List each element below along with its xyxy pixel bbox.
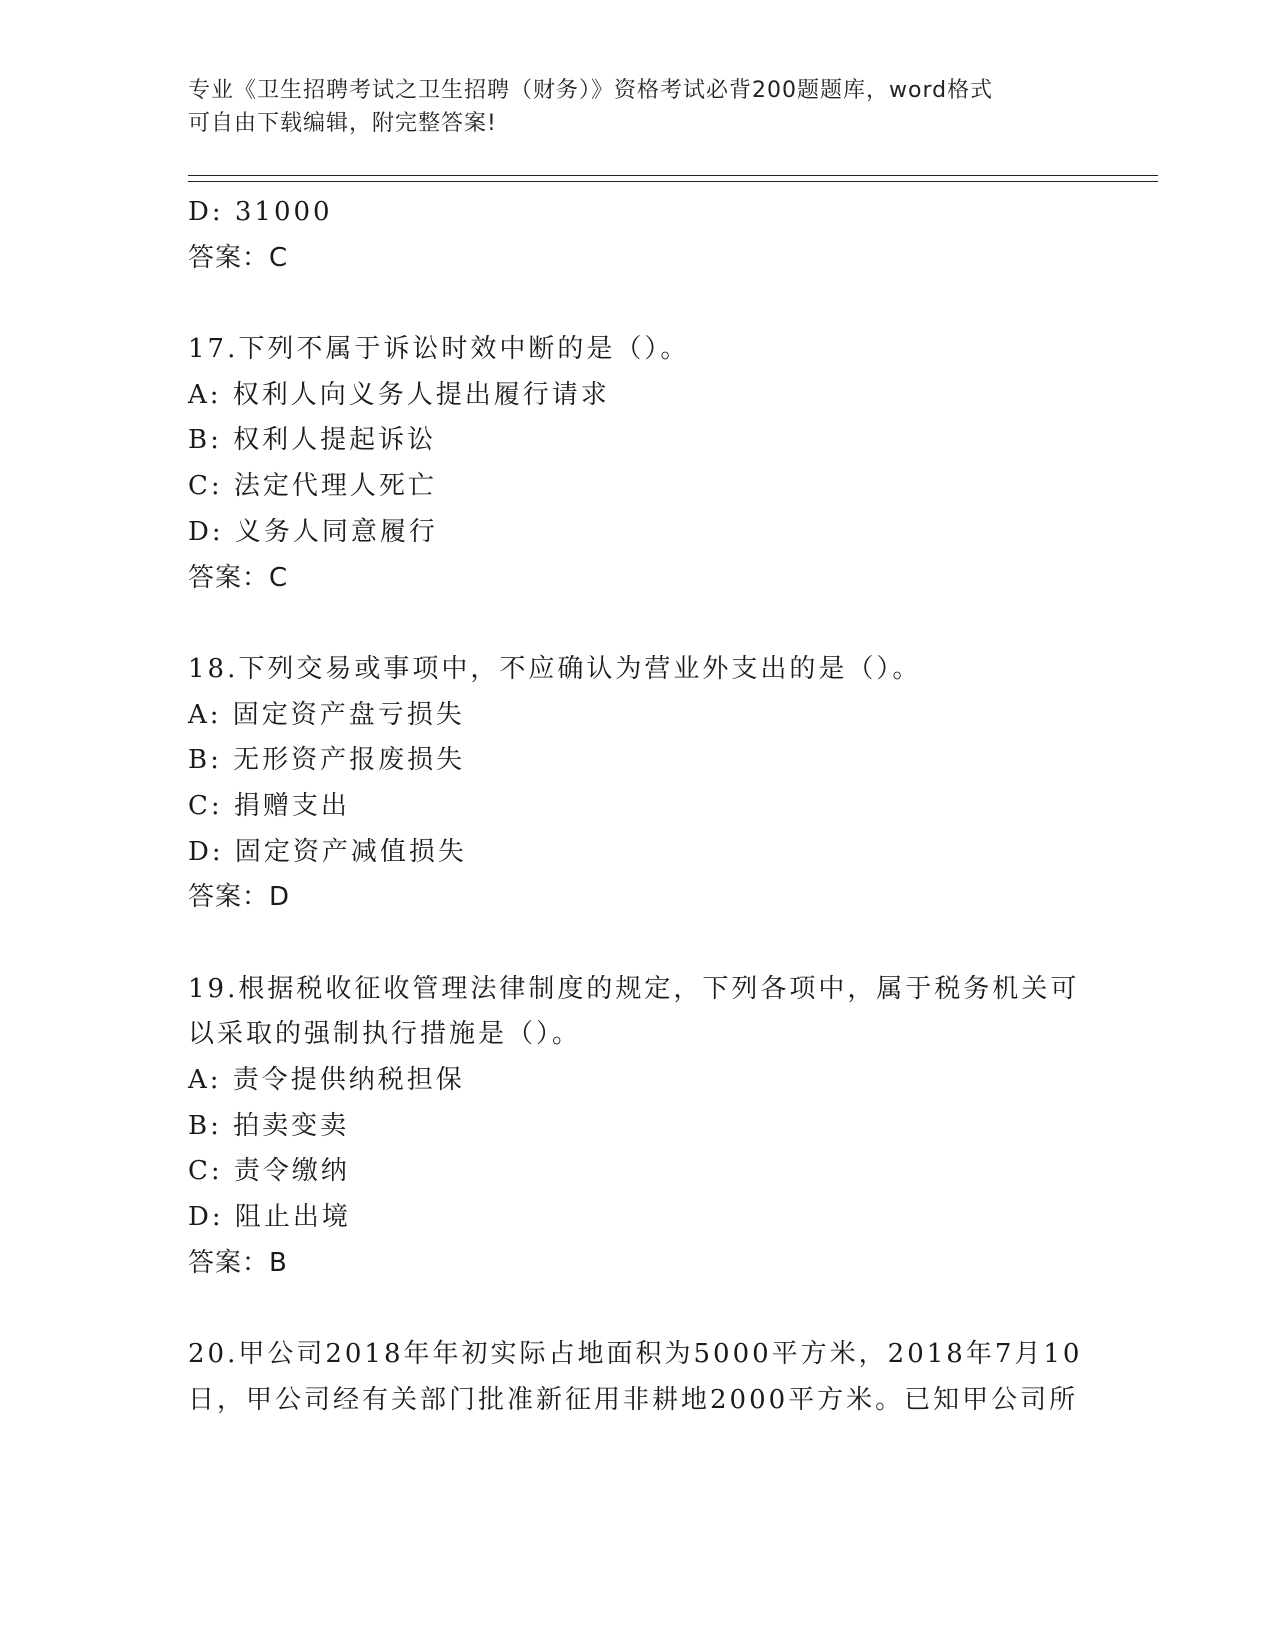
answer-line: 答案：D (188, 882, 291, 913)
answer-line: 答案：C (188, 242, 289, 273)
option-c: C: 法定代理人死亡 (188, 471, 437, 502)
option-a: A: 责令提供纳税担保 (188, 1065, 465, 1096)
question-stem-line-1: 19.根据税收征收管理法律制度的规定，下列各项中，属于税务机关可 (188, 973, 1080, 1004)
question-stem-line-1: 20.甲公司2018年年初实际占地面积为5000平方米，2018年7月10 (188, 1339, 1083, 1370)
question-stem-line-2: 日，甲公司经有关部门批准新征用非耕地2000平方米。已知甲公司所 (188, 1384, 1079, 1415)
header-divider-bottom (188, 181, 1158, 182)
spacer (188, 601, 1088, 647)
question-20 (188, 1332, 1088, 1423)
option-c: C: 责令缴纳 (188, 1156, 350, 1187)
option-b: B: 无形资产报废损失 (188, 745, 466, 776)
question-18 (188, 647, 1088, 921)
option-d: D: 义务人同意履行 (188, 516, 438, 547)
option-a: A: 权利人向义务人提出履行请求 (188, 379, 610, 410)
spacer (188, 921, 1088, 967)
option-d: D: 阻止出境 (188, 1202, 351, 1233)
question-list (188, 190, 1088, 1424)
page-header (188, 74, 1088, 140)
header-title-line-1: 专业《卫生招聘考试之卫生招聘（财务）》资格考试必背200题题库，word格式 (188, 78, 994, 103)
option-a: A: 固定资产盘亏损失 (188, 699, 465, 730)
option-d: D: 固定资产减值损失 (188, 836, 467, 867)
question-19 (188, 967, 1088, 1287)
option-b: B: 权利人提起诉讼 (188, 425, 437, 456)
spacer (188, 281, 1088, 327)
question-stem: 17.下列不属于诉讼时效中断的是（）。 (188, 334, 690, 365)
question-16-tail (188, 190, 1088, 281)
header-divider-top (188, 175, 1158, 176)
answer-line: 答案：C (188, 562, 289, 593)
option-d: D: 31000 (188, 197, 333, 227)
spacer (188, 1287, 1088, 1333)
question-stem: 18.下列交易或事项中，不应确认为营业外支出的是（）。 (188, 653, 922, 684)
question-stem-line-2: 以采取的强制执行措施是（）。 (188, 1019, 582, 1050)
header-title-line-2: 可自由下载编辑，附完整答案! (188, 111, 497, 136)
answer-line: 答案：B (188, 1247, 288, 1278)
question-17 (188, 327, 1088, 601)
option-b: B: 拍卖变卖 (188, 1110, 350, 1141)
option-c: C: 捐赠支出 (188, 790, 350, 821)
